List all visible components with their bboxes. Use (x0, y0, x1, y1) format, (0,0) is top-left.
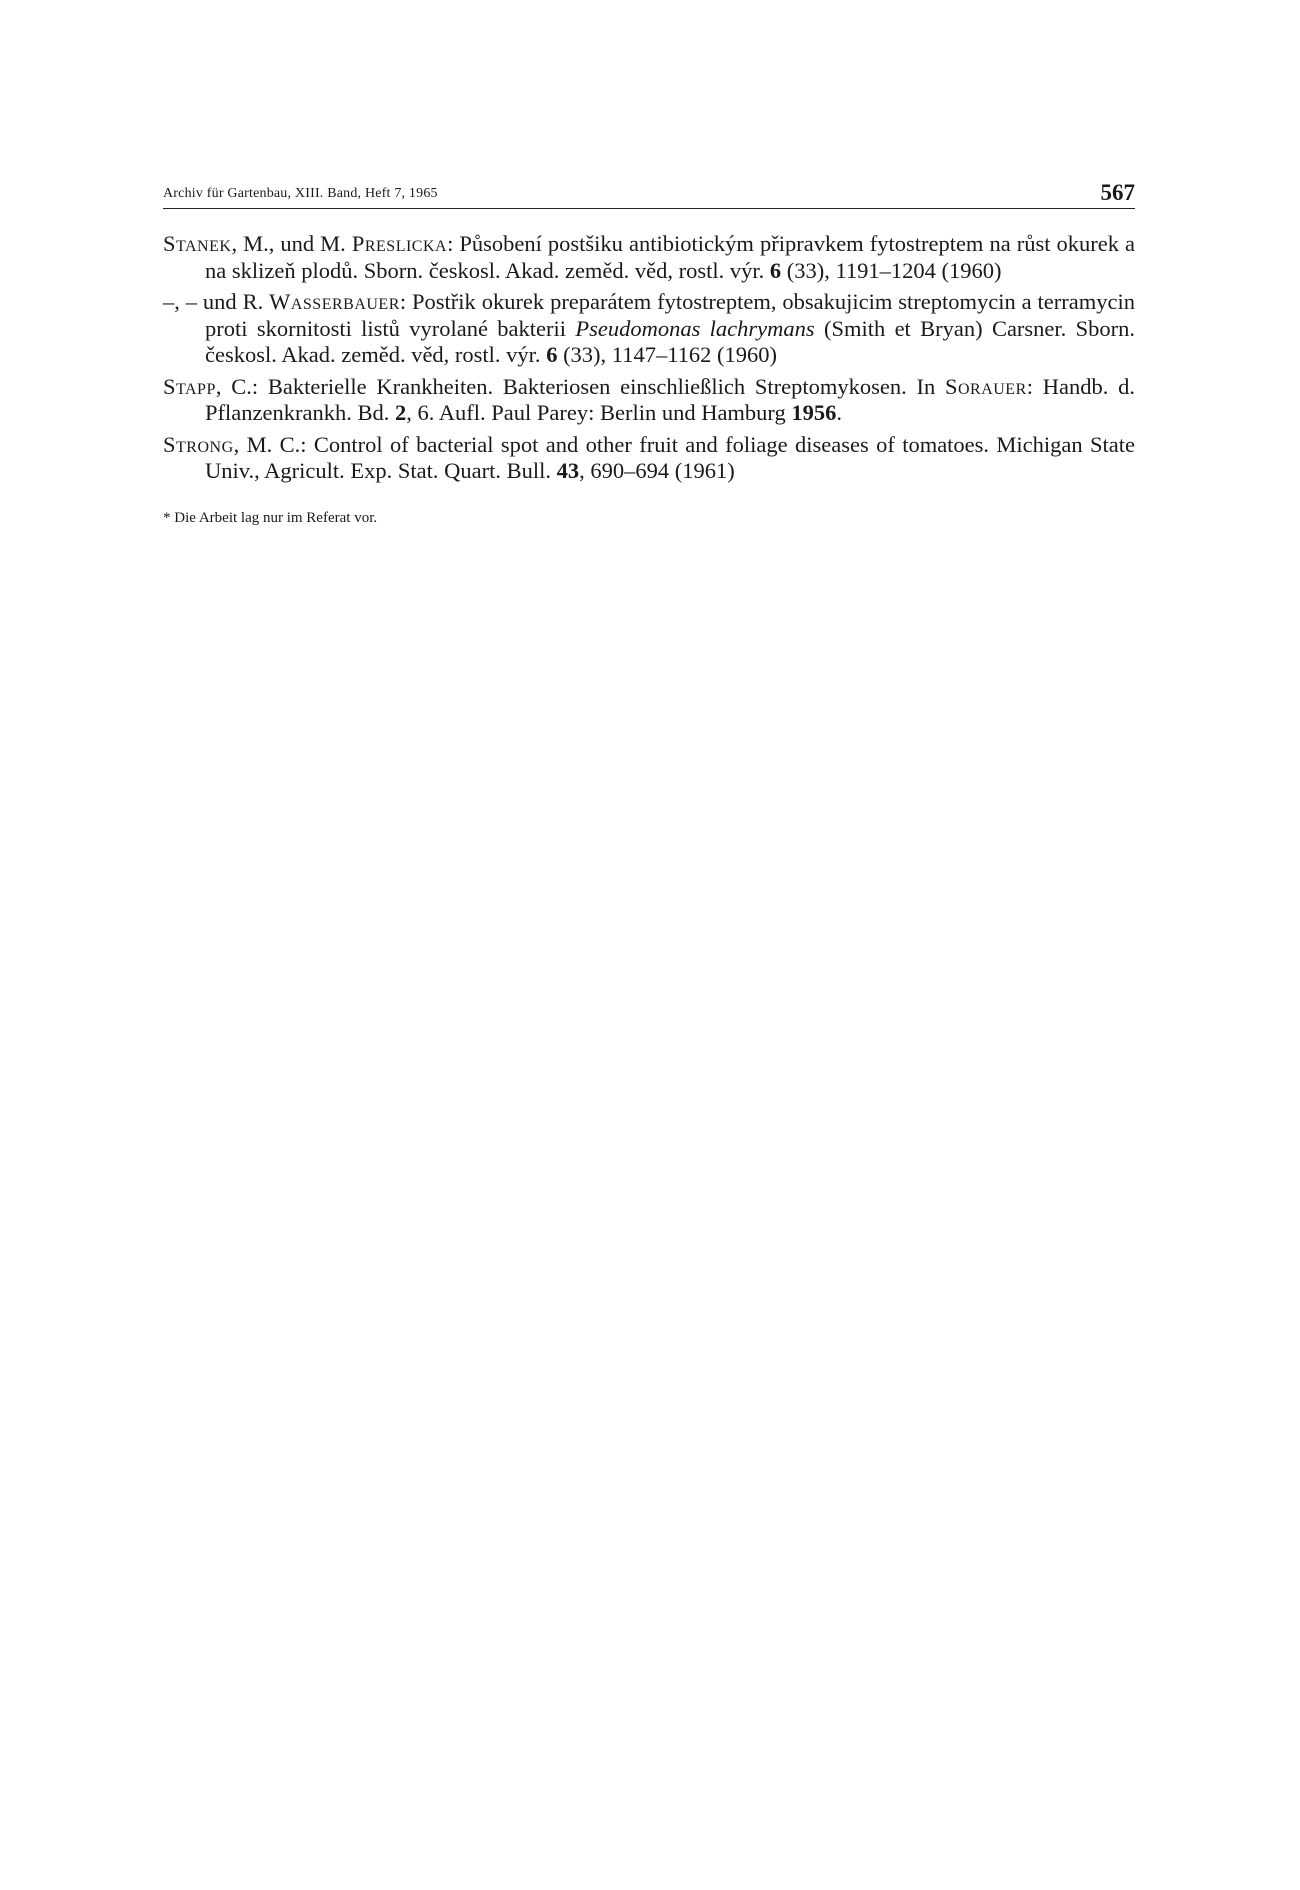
author-name: Preslicka (351, 231, 448, 256)
page-header (163, 176, 1135, 209)
author-dashes: –, – und R. (163, 289, 270, 314)
author-name: Stanek (163, 231, 232, 256)
reference-text: , C.: Bakterielle Krankheiten. Bakteriosen einschließlich Streptomykosen. In (215, 373, 945, 399)
reference-entry (163, 432, 1135, 485)
reference-entry (163, 374, 1135, 427)
running-head: Archiv für Gartenbau, XIII. Band, Heft 7, 1965 (163, 186, 438, 201)
reference-text: (Smith et Bryan) Carsner. Sborn. českosl. Akad. zeměd. věd, rostl. výr. (205, 315, 1136, 367)
reference-text: , M. C.: Control of bacterial spot and other fruit and foliage diseases of tomatoes. Michigan State Univ., Agricult. Exp. Stat. Quart. Bull. (205, 431, 1135, 483)
volume-number: 43 (556, 458, 580, 483)
year: 1956 (791, 400, 837, 425)
reference-text: , 6. Aufl. Paul Parey: Berlin und Hamburg (406, 400, 792, 425)
author-name: Wasserbauer (269, 289, 400, 314)
author-name: Sorauer (944, 373, 1027, 399)
author-initials: , M., und M. (231, 231, 352, 256)
reference-text: . (836, 400, 843, 425)
author-name: Strong (163, 431, 234, 457)
species-name: Pseudomonas lachrymans (575, 315, 815, 341)
volume-number: 6 (769, 257, 782, 283)
reference-text: (33), 1147–1162 (1960) (557, 342, 777, 367)
footnote: * Die Arbeit lag nur im Referat vor. (163, 509, 378, 526)
volume-number: 2 (394, 400, 407, 425)
reference-entry (163, 289, 1135, 369)
reference-text: : Působení postšiku antibiotickým připravkem fytostreptem na růst okurek a na sklizeň plodů. Sborn. českosl. Akad. zeměd. věd, rostl. výr. (205, 231, 1136, 283)
reference-list (163, 231, 1135, 485)
journal-page (163, 176, 1135, 527)
reference-text: : Handb. d. Pflanzenkrankh. Bd. (205, 373, 1135, 425)
volume-number: 6 (546, 342, 558, 367)
reference-entry (163, 231, 1135, 284)
reference-text: : Postřik okurek preparátem fytostreptem, obsakujicim streptomycin a terramycin proti skornitosti listů vyrolané bakterii (205, 289, 1135, 341)
reference-text: , 690–694 (1961) (579, 458, 735, 483)
reference-text: (33), 1191–1204 (1960) (781, 257, 1002, 283)
author-name: Stapp (163, 373, 216, 399)
page-number: 567 (1100, 180, 1135, 205)
